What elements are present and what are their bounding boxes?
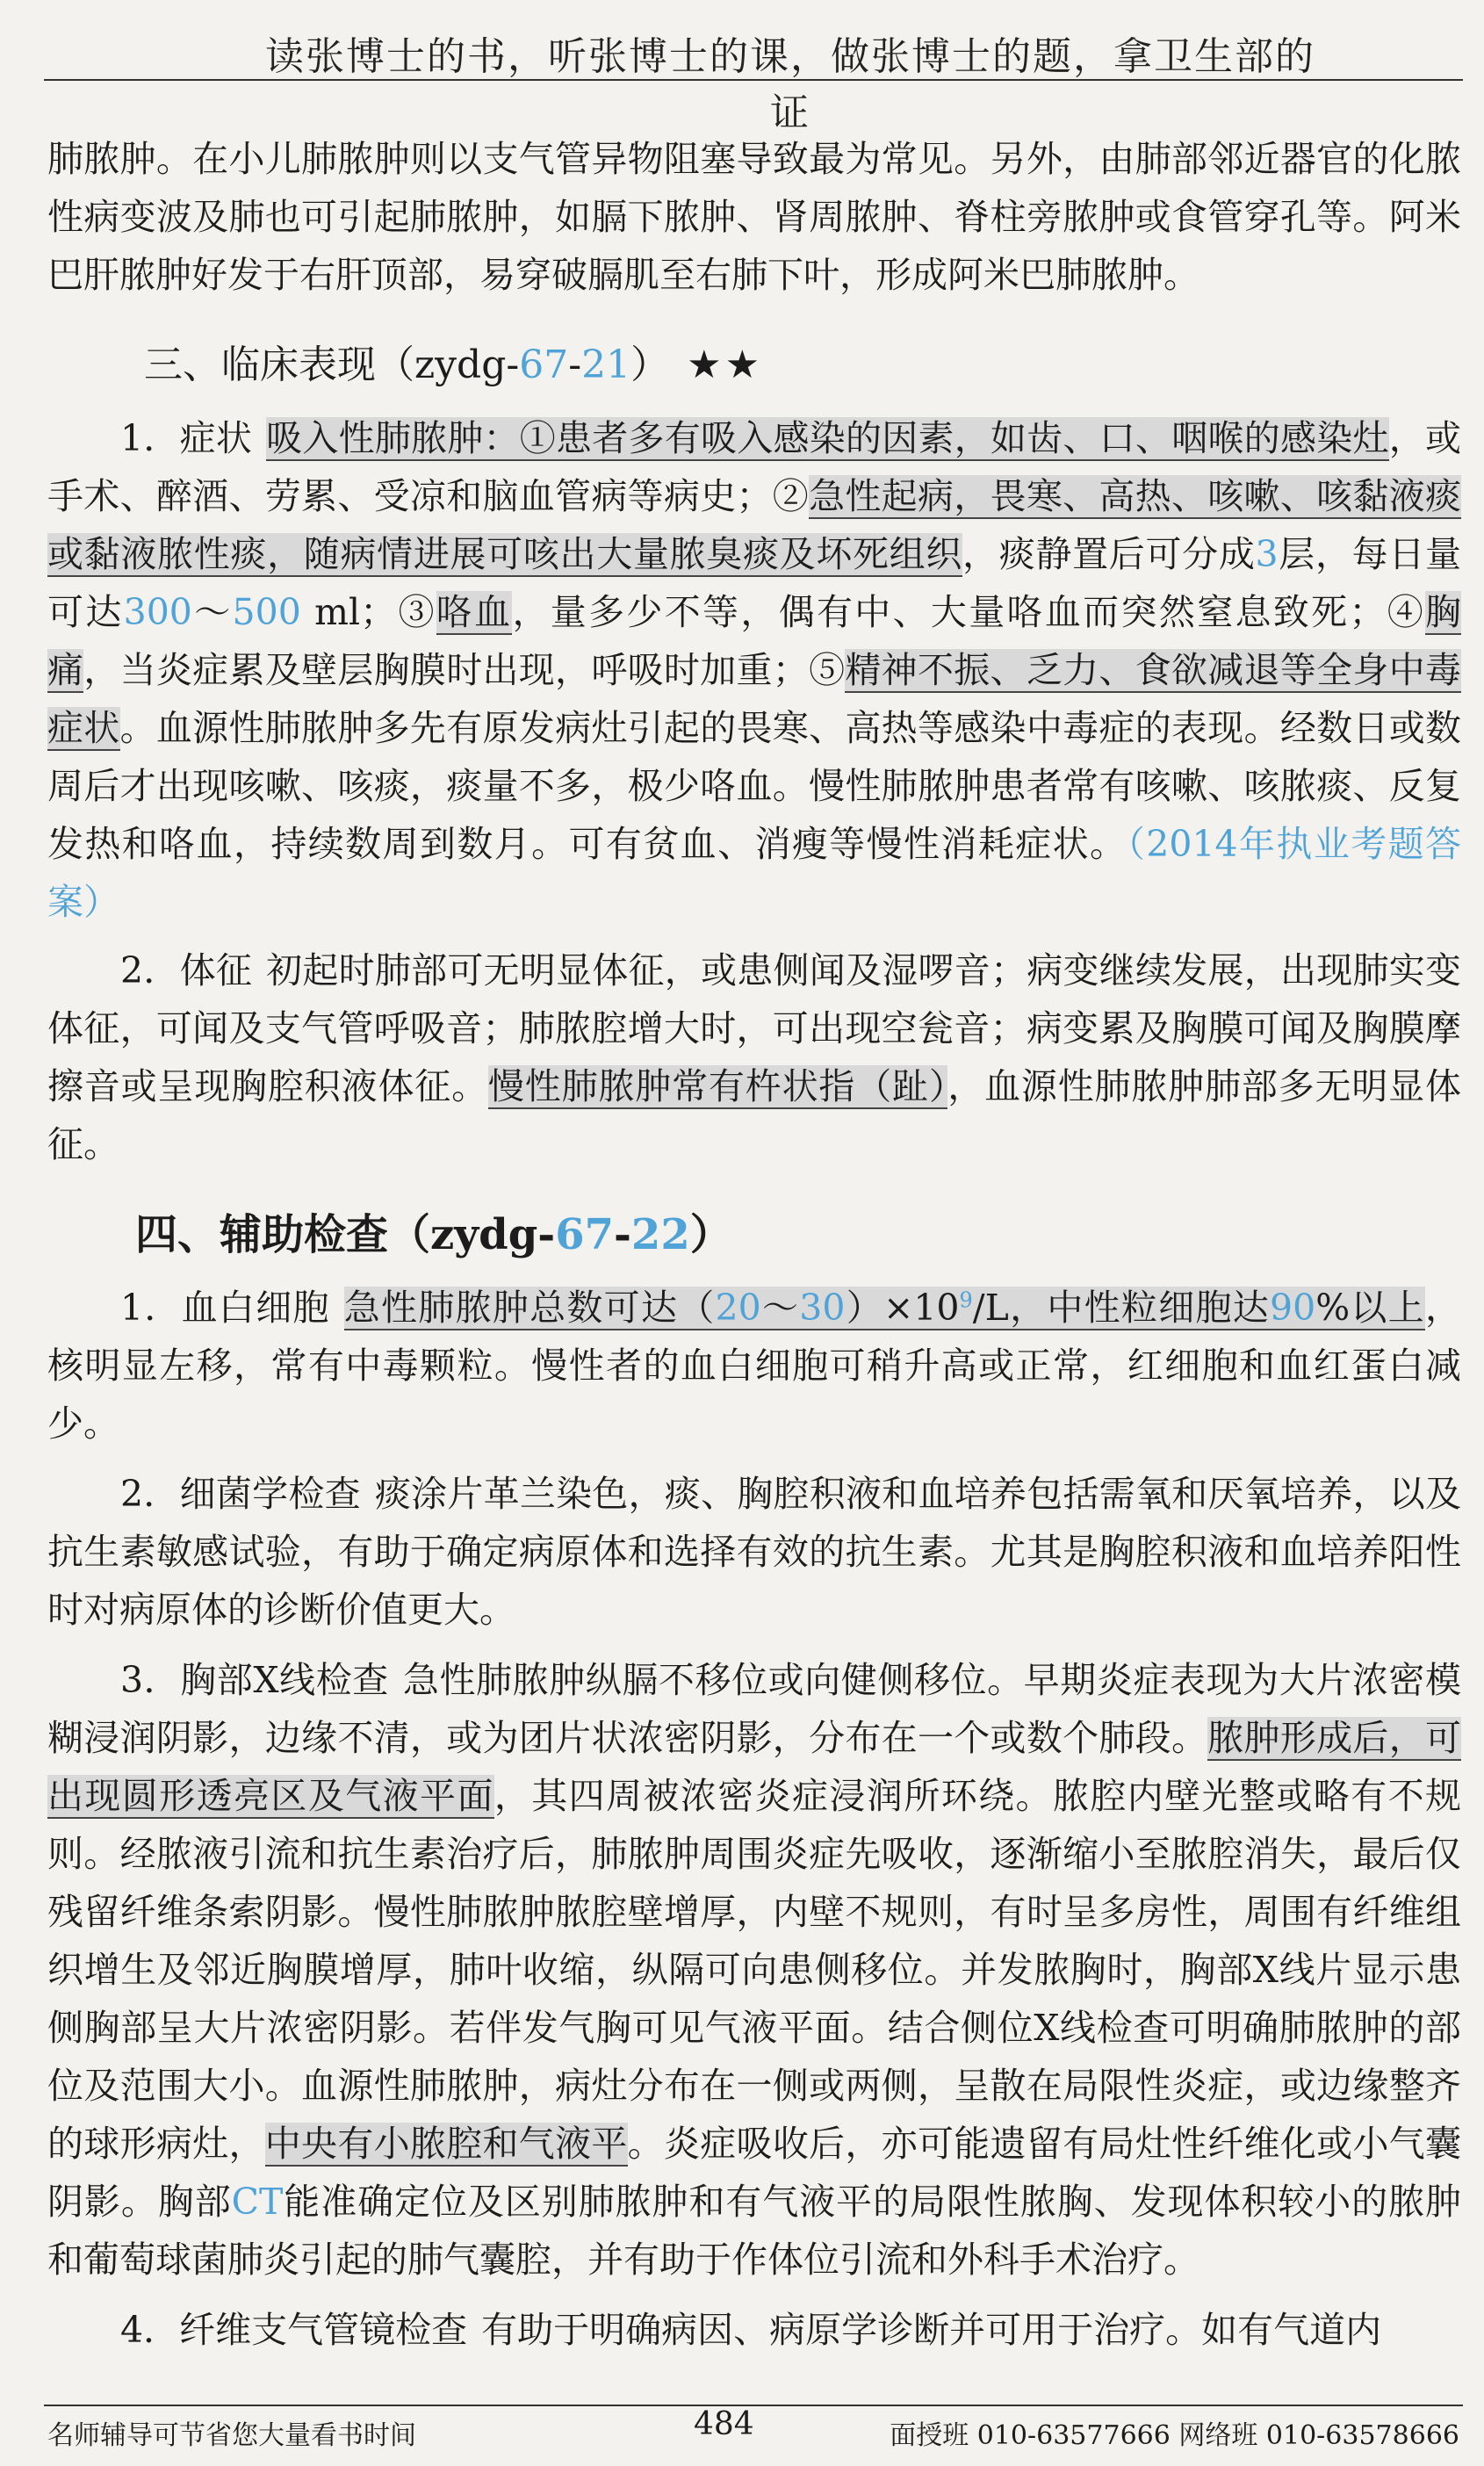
highlight: 胸痛 [47,591,1462,691]
intro-paragraph: 肺脓肿。在小儿肺脓肿则以支气管异物阻塞导致最为常见。另外，由肺部邻近器官的化脓性病变波及肺也可引起肺脓肿，如膈下脓肿、肾周脓肿、脊柱旁脓肿或食管穿孔等。阿米巴肝脓肿好发于右肝顶部，易穿破膈肌至右肺下叶，形成阿米巴肺脓肿。 [47,138,1461,296]
bronchoscopy-label: 4．纤维支气管镜检查 [120,2309,468,2351]
footer-slogan: 名师辅导可节省您大量看书时间 [47,2420,416,2451]
footer-contact: 面授班 010-63577666 网络班 010-63578666 [890,2420,1459,2451]
symptoms-paragraph: 1．症状 吸入性肺脓肿：①患者多有吸入感染的因素，如齿、口、咽喉的感染灶，或手术、醉酒、劳累、受凉和脑血管病等病史；②急性起病，畏寒、高热、咳嗽、咳黏液痰或黏液脓性痰，随病情进展可咳出大量脓臭痰及坏死组织，痰静置后可分成3层，每日量可达300～500 ml；③咯血，量多少不等，偶有中、大量咯血而突然窒息致死；④胸痛，当炎症累及壁层胸膜时出现，呼吸时加重；⑤精神不振、乏力、食欲减退等全身中毒症状。血源性肺脓肿多先有原发病灶引起的畏寒、高热等感染中毒症的表现。经数日或数周后才出现咳嗽、咳痰，痰量不多，极少咯血。慢性肺脓肿患者常有咳嗽、咳脓痰、反复发热和咯血，持续数周到数月。可有贫血、消瘦等慢性消耗症状。（2014年执业考题答案） [47,417,1462,923]
page-number: 484 [694,2406,754,2442]
bronchoscopy-paragraph: 4．纤维支气管镜检查 有助于明确病因、病原学诊断并可用于治疗。如有气道内 [120,2309,1382,2351]
highlight: 急性肺脓肿总数可达$(20\sim 30)\times 10^9/L$，中性粒细胞达90%以上 [343,1287,1425,1329]
header-title: 读张博士的书，听张博士的课，做张博士的题，拿卫生部的证 [265,34,1315,135]
highlight: 精神不振、乏力、食欲减退等全身中毒症状 [47,649,1462,749]
header-rule [44,79,1463,81]
xray-paragraph: 3．胸部X线检查 急性肺脓肿纵膈不移位或向健侧移位。早期炎症表现为大片浓密模糊浸润阴影，边缘不清，或为团片状浓密阴影，分布在一个或数个肺段。脓肿形成后，可出现圆形透亮区及气液平面，其四周被浓密炎症浸润所环绕。脓腔内壁光整或略有不规则。经脓液引流和抗生素治疗后，肺脓肿周围炎症先吸收，逐渐缩小至脓腔消失，最后仅残留纤维条索阴影。慢性肺脓肿脓腔壁增厚，内壁不规则，有时呈多房性，周围有纤维组织增生及邻近胸膜增厚，肺叶收缩，纵隔可向患侧移位。并发脓胸时，胸部X线片显示患侧胸部呈大片浓密阴影。若伴发气胸可见气液平面。结合侧位X线检查可明确肺脓肿的部位及范围大小。血源性肺脓肿，病灶分布在一侧或两侧，呈散在局限性炎症，或边缘整齐的球形病灶，中央有小脓腔和气液平。炎症吸收后，亦可能遗留有局灶性纤维化或小气囊阴影。胸部CT能准确定位及区别肺脓肿和有气液平的局限性脓胸、发现体积较小的脓肿和葡萄球菌肺炎引起的肺气囊腔，并有助于作体位引流和外科手术治疗。 [47,1659,1462,2281]
signs-paragraph: 2．体征 初起时肺部可无明显体征，或患侧闻及湿啰音；病变继续发展，出现肺实变体征，可闻及支气管呼吸音；肺脓腔增大时，可出现空瓮音；病变累及胸膜可闻及胸膜摩擦音或呈现胸腔积液体征。慢性肺脓肿常有杵状指（趾），血源性肺脓肿肺部多无明显体征。 [47,949,1462,1165]
highlight: 急性起病，畏寒、高热、咳嗽、咳黏液痰或黏液脓性痰，随病情进展可咳出大量脓臭痰及坏死组织 [47,475,1461,575]
exam-reference: （2014年执业考题答案） [47,823,1462,923]
highlight: 中央有小脓腔和气液平 [264,2123,628,2165]
importance-stars: ★★ [687,342,764,387]
wbc-paragraph: 1．血白细胞 急性肺脓肿总数可达$(20\sim 30)\times 10^9/L$，中性粒细胞达90%以上，核明显左移，常有中毒颗粒。慢性者的血白细胞可稍升高或正常，红细胞和血红蛋白减少。 [47,1287,1461,1445]
highlight: 吸入性肺脓肿：①患者多有吸入感染的因素，如齿、口、咽喉的感染灶 [266,417,1389,459]
highlight: 咯血 [436,591,513,633]
highlight: 慢性肺脓肿常有杵状指（趾） [487,1065,948,1107]
wbc-label: 1．血白细胞 [120,1287,330,1329]
page-body [47,130,1461,2359]
symptoms-label: 1．症状 [120,417,253,459]
section-3-heading: 三、临床表现（zydg-67-21） ★★ [144,342,764,387]
signs-label: 2．体征 [120,949,253,991]
bacteriology-label: 2．细菌学检查 [120,1473,361,1515]
highlight: 脓肿形成后，可出现圆形透亮区及气液平面 [47,1717,1462,1817]
xray-label: 3．胸部X线检查 [120,1659,389,1701]
section-4-heading: 四、辅助检查（zydg-67-22） [135,1210,732,1259]
bacteriology-paragraph: 2．细菌学检查 痰涂片革兰染色，痰、胸腔积液和血培养包括需氧和厌氧培养，以及抗生素敏感试验，有助于确定病原体和选择有效的抗生素。尤其是胸腔积液和血培养阳性时对病原体的诊断价值更大。 [47,1473,1461,1631]
